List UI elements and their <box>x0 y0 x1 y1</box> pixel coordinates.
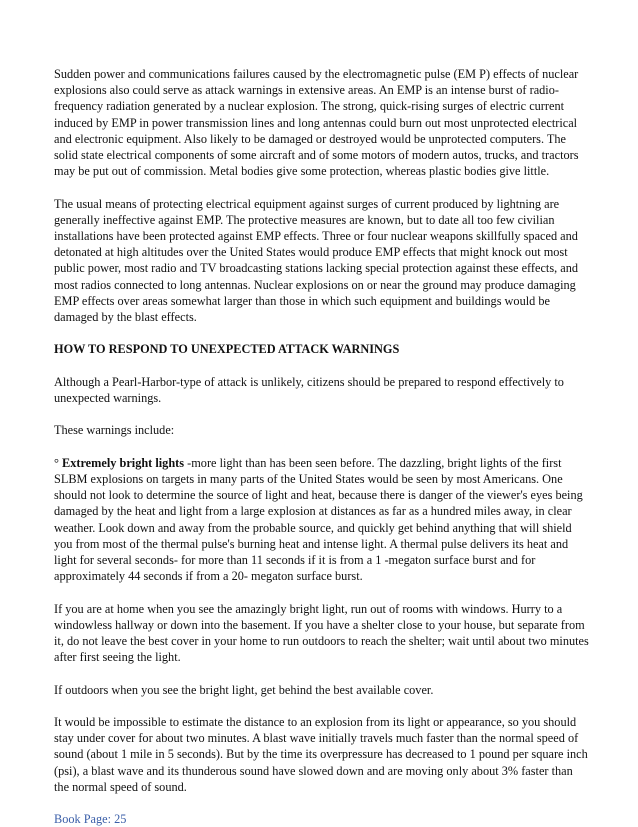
bright-lights-term: Extremely bright lights <box>62 455 185 470</box>
paragraph-emp-protection: The usual means of protecting electrical equipment against surges of current produced by lightning are generally ineffective against EMP. The protective measures are known, but to date all too few civilian installations have been protected against EMP effects. Three or four nuclear weapons skillfully spaced and detonated at high altitudes over the United States would produce EMP effects that might knock out most public power, most radio and TV broadcasting stations lacking special protection against these effects, and most radios connected to long antennas. Nuclear explosions on or near the ground may produce damaging EMP effects over areas somewhat larger than those in which such equipment and buildings would be damaged by the blast effects. <box>54 196 579 325</box>
bright-lights-text: -more light than has been seen before. The dazzling, bright lights of the first SLBM explosions on targets in many parts of the United States would be seen by most Americans. One should not look to determine the source of light and heat, because there is danger of the viewer's eyes being damaged by the heat and light from a large explosion at distances as far as a hundred miles away, in clear weather. Look down and away from the probable source, and quickly get behind anything that will shield you from most of the thermal pulse's burning heat and intense light. A thermal pulse delivers its heat and light for several seconds- for more than 11 seconds if it is from a 1 -megaton surface burst and for approximately 44 seconds if from a 20- megaton surface burst. <box>54 455 583 584</box>
paragraph-bright-lights <box>54 455 590 585</box>
section-heading: HOW TO RESPOND TO UNEXPECTED ATTACK WARNINGS <box>54 342 400 357</box>
paragraph-emp-warnings: Sudden power and communications failures caused by the electromagnetic pulse (EM P) effects of nuclear explosions also could serve as attack warnings in extensive areas. An EMP is an intense burst of radio- frequency radiation generated by a nuclear explosion. The strong, quick-rising surges of electric current induced by EMP in power transmission lines and long antennas could burn out most unprotected electrical and electronic equipment. Also likely to be damaged or destroyed would be unprotected computers. The solid state electrical components of some aircraft and of some motors of modern autos, trucks, and tractors may be put out of commission. Metal bodies give some protection, whereas plastic bodies give little. <box>54 67 579 179</box>
document-page <box>54 66 590 827</box>
paragraph-pearl-harbor: Although a Pearl-Harbor-type of attack is unlikely, citizens should be prepared to respond effectively to unexpected warnings. <box>54 374 564 406</box>
paragraph-at-home: If you are at home when you see the amazingly bright light, run out of rooms with windows. Hurry to a windowless hallway or down into the basement. If you have a shelter close to your house, but separate from it, do not leave the best cover in your home to run outdoors to reach the shelter; wait until about two minutes after first seeing the light. <box>54 601 589 665</box>
paragraph-warnings-include: These warnings include: <box>54 423 175 438</box>
book-page-number: Book Page: 25 <box>54 812 127 827</box>
paragraph-blast-wave: It would be impossible to estimate the distance to an explosion from its light or appearance, so you should stay under cover for about two minutes. A blast wave initially travels much faster than the normal speed of sound (about 1 mile in 5 seconds). But by the time its overpressure has decreased to 1 pound per square inch (psi), a blast wave and its thunderous sound have slowed down and are moving only about 3% faster than the normal speed of sound. <box>54 715 588 794</box>
bullet-marker: ° <box>54 455 62 470</box>
paragraph-outdoors: If outdoors when you see the bright light, get behind the best available cover. <box>54 682 434 697</box>
